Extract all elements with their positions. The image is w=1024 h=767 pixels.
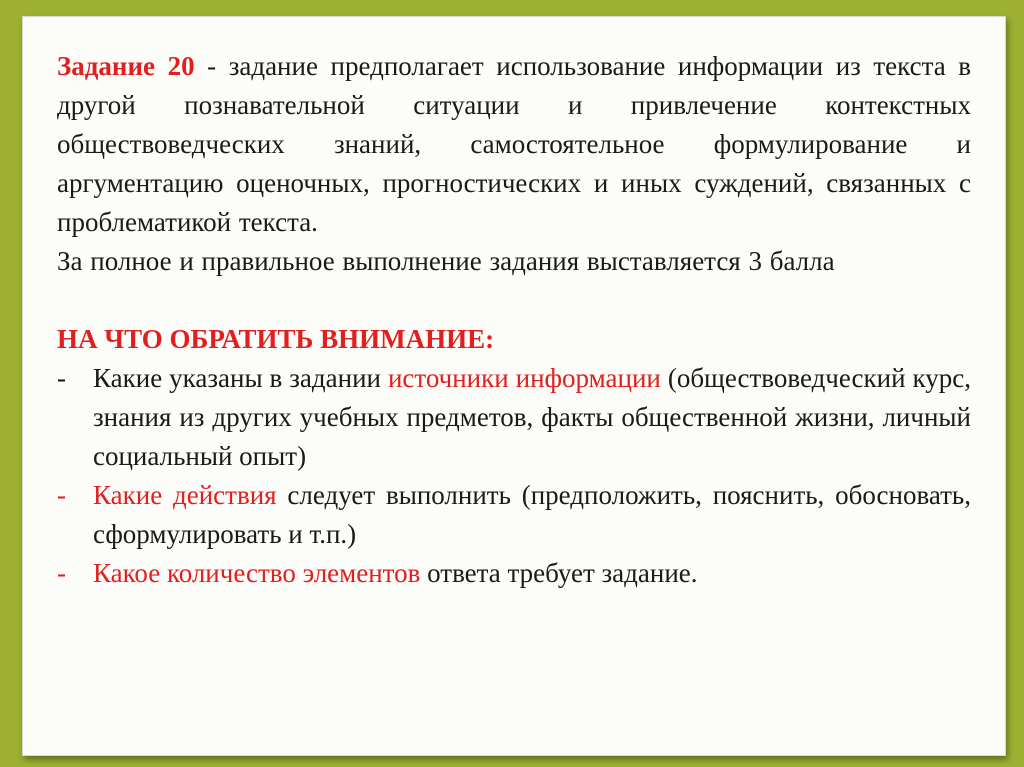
item-text-before: Какие указаны в задании [93, 363, 388, 393]
task-label: Задание 20 [57, 51, 195, 81]
item-highlight: Какие действия [93, 480, 277, 510]
task-text: - задание предполагает использование информации из текста в другой познавательной ситуации и привлечение контекстных обществоведческих знаний, самостоятельное формулирование и аргументацию оценочных, прогностических и иных суждений, связанных с проблематикой текста. [57, 51, 972, 237]
list-dash: - [57, 558, 66, 588]
item-highlight: Какое количество элементов [93, 558, 421, 588]
list-dash: - [57, 363, 66, 393]
attention-heading: НА ЧТО ОБРАТИТЬ ВНИМАНИЕ: [57, 324, 495, 354]
spacer [57, 281, 971, 320]
item-text-after: ответа требует задание. [420, 558, 698, 588]
score-text: За полное и правильное выполнение задания выставляется 3 балла [57, 246, 835, 276]
list-dash: - [57, 480, 66, 510]
slide [22, 16, 1006, 756]
item-highlight: источники информации [387, 363, 661, 393]
list-item [57, 554, 971, 593]
list-item [57, 476, 971, 554]
slide-content [57, 47, 971, 593]
attention-list [57, 359, 971, 593]
item-text-after: (обществоведческий курс, знания из других учебных предметов, факты общественной жизни, личный социальный опыт) [93, 363, 971, 471]
task-description [57, 47, 971, 242]
item-text-after: следует выполнить (предположить, пояснить, обосновать, сформулировать и т.п.) [93, 480, 971, 549]
list-item [57, 359, 971, 476]
